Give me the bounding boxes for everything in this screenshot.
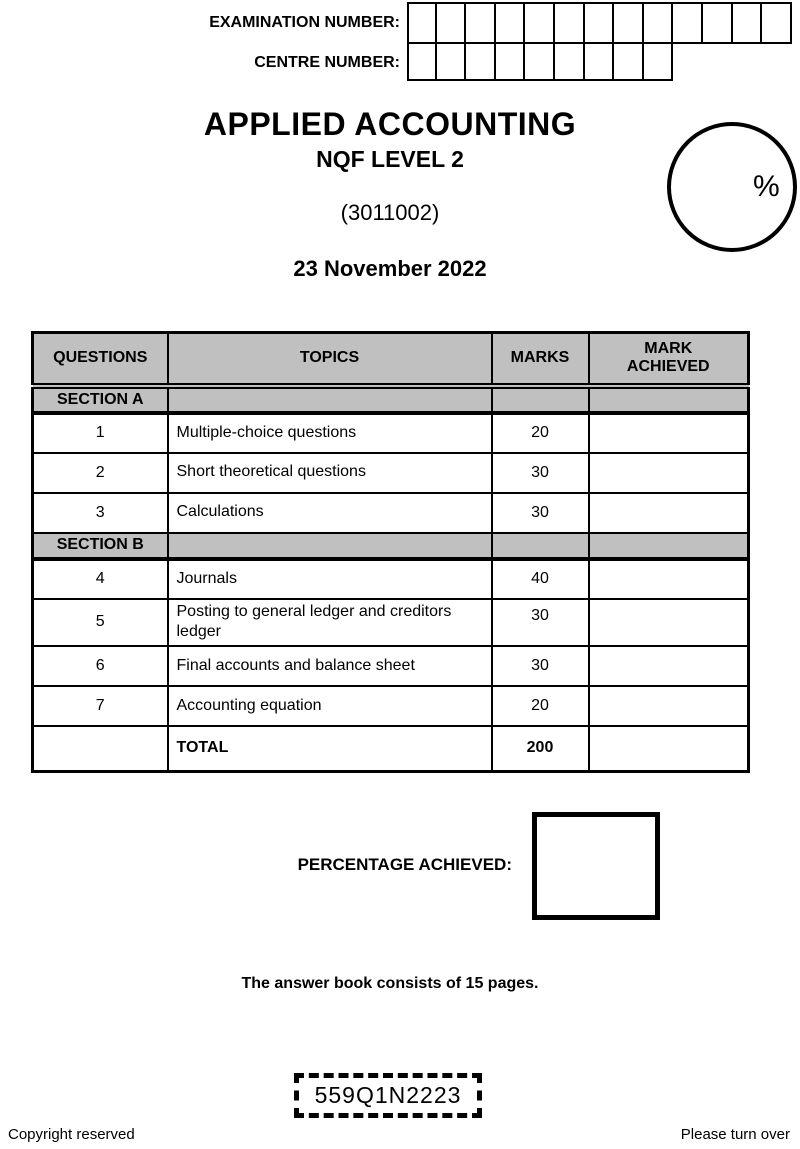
topic-cell: Posting to general ledger and creditors ledger: [168, 599, 492, 647]
exam-number-cell[interactable]: [555, 2, 585, 44]
summary-table-body: [33, 386, 749, 772]
header-marks: MARKS: [492, 333, 589, 386]
question-cell: 5: [33, 599, 168, 647]
topic-cell: Accounting equation: [168, 686, 492, 726]
table-header-row: [33, 333, 749, 386]
table-row: [33, 559, 749, 599]
exam-number-cell[interactable]: [614, 2, 644, 44]
header-mark-achieved: MARK ACHIEVED: [589, 333, 749, 386]
question-cell: SECTION B: [33, 533, 168, 559]
topic-cell: [168, 533, 492, 559]
percentage-achieved-label: PERCENTAGE ACHIEVED:: [297, 855, 512, 874]
mark-achieved-cell[interactable]: [589, 493, 749, 533]
footer-turn-over: Please turn over: [680, 1126, 790, 1143]
percentage-achieved-box[interactable]: [532, 812, 660, 920]
marks-cell: 30: [492, 453, 589, 493]
exam-number-cell[interactable]: [525, 2, 555, 44]
marks-cell: 20: [492, 413, 589, 453]
topic-cell: Journals: [168, 559, 492, 599]
exam-number-grid: [407, 2, 792, 44]
exam-number-cell[interactable]: [407, 2, 437, 44]
centre-number-cell[interactable]: [525, 42, 555, 81]
marks-summary-table: [31, 331, 750, 773]
exam-number-cell[interactable]: [673, 2, 703, 44]
centre-number-cell[interactable]: [555, 42, 585, 81]
percent-symbol: %: [753, 170, 780, 203]
table-row: [33, 646, 749, 686]
mark-achieved-cell[interactable]: [589, 646, 749, 686]
header-questions: QUESTIONS: [33, 333, 168, 386]
centre-number-cell[interactable]: [585, 42, 615, 81]
table-row: [33, 599, 749, 647]
exam-number-cell[interactable]: [703, 2, 733, 44]
marks-cell: 30: [492, 646, 589, 686]
marks-cell: [492, 386, 589, 413]
exam-number-cell[interactable]: [496, 2, 526, 44]
percentage-circle: [667, 122, 797, 252]
exam-number-cell[interactable]: [733, 2, 763, 44]
marks-cell: 20: [492, 686, 589, 726]
question-cell: 1: [33, 413, 168, 453]
question-cell: 7: [33, 686, 168, 726]
mark-achieved-cell[interactable]: [589, 599, 749, 647]
question-cell: 4: [33, 559, 168, 599]
exam-number-label: EXAMINATION NUMBER:: [209, 14, 400, 31]
marks-cell: 200: [492, 726, 589, 771]
question-cell: [33, 726, 168, 771]
page-title: APPLIED ACCOUNTING: [203, 106, 577, 142]
topic-cell: [168, 386, 492, 413]
paper-number-text: 559Q1N2223: [314, 1082, 462, 1108]
mark-achieved-cell: [589, 386, 749, 413]
topic-cell: Calculations: [168, 493, 492, 533]
question-cell: 3: [33, 493, 168, 533]
question-cell: SECTION A: [33, 386, 168, 413]
table-row: [33, 413, 749, 453]
centre-number-cell[interactable]: [496, 42, 526, 81]
table-row: [33, 493, 749, 533]
mark-achieved-cell[interactable]: [589, 413, 749, 453]
centre-number-grid: [407, 42, 673, 81]
total-row: [33, 726, 749, 771]
mark-achieved-cell[interactable]: [589, 686, 749, 726]
marks-cell: 40: [492, 559, 589, 599]
topic-cell: Final accounts and balance sheet: [168, 646, 492, 686]
question-cell: 6: [33, 646, 168, 686]
paper-number-box: [294, 1073, 482, 1118]
mark-achieved-cell[interactable]: [589, 559, 749, 599]
table-row: [33, 453, 749, 493]
centre-number-cell[interactable]: [644, 42, 674, 81]
exam-number-cell[interactable]: [585, 2, 615, 44]
section-row: [33, 386, 749, 413]
exam-number-cell[interactable]: [466, 2, 496, 44]
section-row: [33, 533, 749, 559]
header-topics: TOPICS: [168, 333, 492, 386]
centre-number-label: CENTRE NUMBER:: [254, 54, 400, 71]
exam-number-cell[interactable]: [762, 2, 792, 44]
table-row: [33, 686, 749, 726]
centre-number-cell[interactable]: [407, 42, 437, 81]
topic-cell: Short theoretical questions: [168, 453, 492, 493]
exam-number-cell[interactable]: [437, 2, 467, 44]
mark-achieved-cell: [589, 533, 749, 559]
paper-code: (3011002): [340, 200, 440, 225]
footer-copyright: Copyright reserved: [8, 1126, 135, 1143]
topic-cell: Multiple-choice questions: [168, 413, 492, 453]
answer-book-note: The answer book consists of 15 pages.: [241, 975, 539, 992]
exam-date: 23 November 2022: [293, 256, 487, 281]
page-subtitle: NQF LEVEL 2: [316, 146, 464, 172]
mark-achieved-cell[interactable]: [589, 726, 749, 771]
marks-cell: 30: [492, 599, 589, 647]
marks-cell: [492, 533, 589, 559]
centre-number-cell[interactable]: [437, 42, 467, 81]
exam-number-cell[interactable]: [644, 2, 674, 44]
topic-cell: TOTAL: [168, 726, 492, 771]
question-cell: 2: [33, 453, 168, 493]
marks-cell: 30: [492, 493, 589, 533]
centre-number-cell[interactable]: [466, 42, 496, 81]
centre-number-cell[interactable]: [614, 42, 644, 81]
mark-achieved-cell[interactable]: [589, 453, 749, 493]
